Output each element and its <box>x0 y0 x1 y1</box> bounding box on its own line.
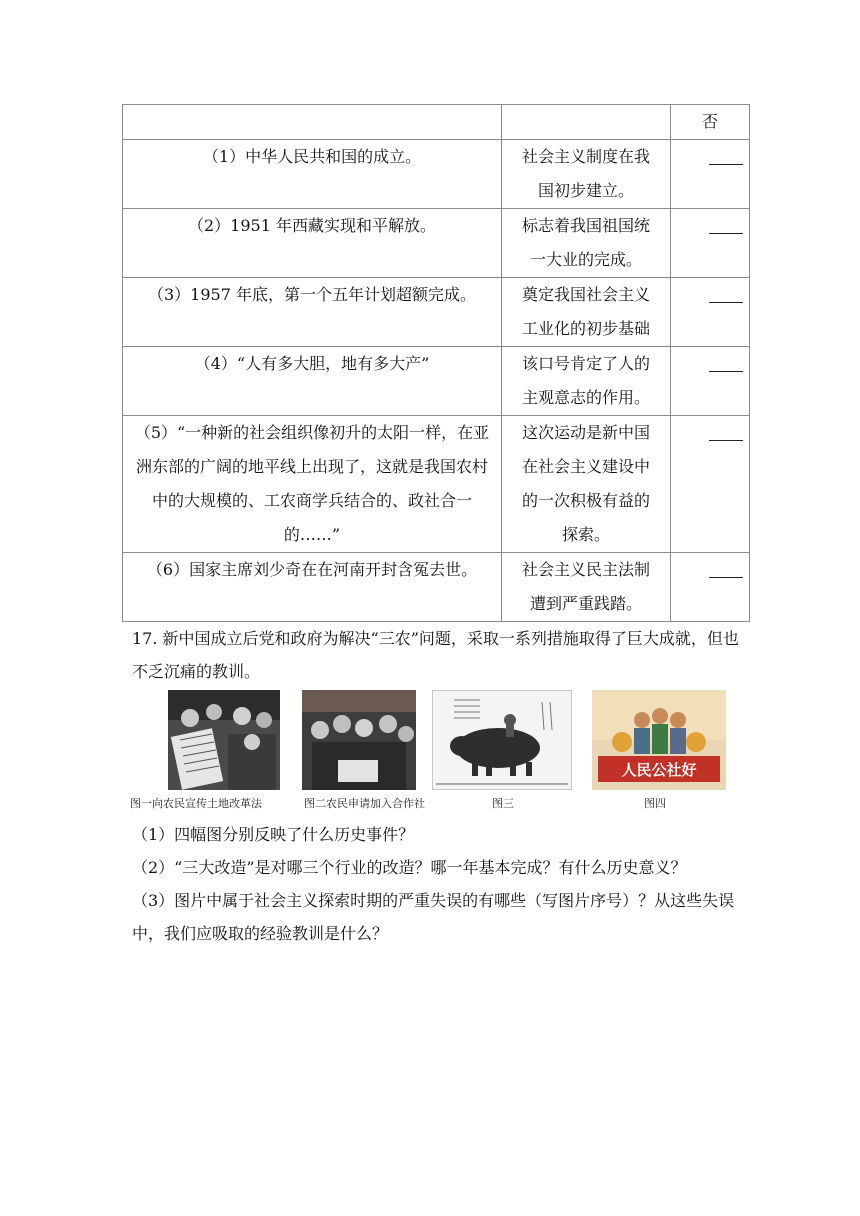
figure-1 <box>168 690 280 794</box>
event-cell: （3）1957 年底，第一个五年计划超额完成。 <box>123 278 502 347</box>
great-leap-pig-cartoon-icon <box>432 690 572 790</box>
conclusion-line: 该口号肯定了人的 <box>521 354 650 373</box>
conclusion-line: 奠定我国社会主义 <box>521 285 650 304</box>
sub-question-1: （1）四幅图分别反映了什么历史事件？ <box>132 825 415 844</box>
header-cell-judgement: 否 <box>671 105 750 140</box>
question-17-stem: 17. 新中国成立后党和政府为解决“三农”问题，采取一系列措施取得了巨大成就，但也不乏沉痛的教训。 <box>132 629 739 681</box>
answer-blank[interactable] <box>709 428 743 441</box>
answer-blank[interactable] <box>709 290 743 303</box>
table-row <box>123 347 750 416</box>
conclusion-cell <box>502 416 671 553</box>
figure-2-caption: 图二农民申请加入合作社 <box>304 797 425 810</box>
event-cell: （2）1951 年西藏实现和平解放。 <box>123 209 502 278</box>
figure-4-caption: 图四 <box>644 797 666 810</box>
sub-question-3: （3）图片中属于社会主义探索时期的严重失误的有哪些（写图片序号）？从这些失误中，我们应吸取的经验教训是什么？ <box>132 891 735 943</box>
header-cell-conclusion <box>502 105 671 140</box>
answer-cell <box>671 553 750 622</box>
conclusion-line: 的一次积极有益的 <box>521 491 650 510</box>
figure-4 <box>592 690 726 794</box>
judgement-table <box>122 104 750 622</box>
event-cell: （5）“一种新的社会组织像初升的太阳一样，在亚洲东部的广阔的地平线上出现了，这就是我国农村中的大规模的、工农商学兵结合的、政社合一的……” <box>123 416 502 553</box>
land-reform-photo-icon <box>168 690 280 790</box>
answer-cell <box>671 140 750 209</box>
conclusion-cell <box>502 278 671 347</box>
event-cell: （6）国家主席刘少奇在在河南开封含冤去世。 <box>123 553 502 622</box>
table-row <box>123 209 750 278</box>
table-row <box>123 553 750 622</box>
conclusion-cell <box>502 347 671 416</box>
answer-blank[interactable] <box>709 565 743 578</box>
conclusion-line: 社会主义制度在我 <box>521 147 650 166</box>
table-row <box>123 278 750 347</box>
figure-1-caption: 图一向农民宣传土地改革法 <box>130 797 262 810</box>
answer-blank[interactable] <box>709 152 743 165</box>
conclusion-line: 国初步建立。 <box>537 181 634 200</box>
conclusion-line: 工业化的初步基础 <box>521 319 650 338</box>
conclusion-line: 主观意志的作用。 <box>521 388 650 407</box>
table-row <box>123 416 750 553</box>
table-header-row <box>123 105 750 140</box>
figure-3 <box>432 690 572 794</box>
answer-cell <box>671 416 750 553</box>
header-cell-event <box>123 105 502 140</box>
answer-blank[interactable] <box>709 359 743 372</box>
conclusion-cell <box>502 140 671 209</box>
poster-title: 人民公社好 <box>621 761 697 779</box>
conclusion-cell <box>502 209 671 278</box>
answer-cell <box>671 278 750 347</box>
sub-question-2: （2）“三大改造”是对哪三个行业的改造？哪一年基本完成？有什么历史意义？ <box>132 858 687 877</box>
figure-strip <box>130 690 730 816</box>
cooperative-photo-icon <box>302 690 416 790</box>
event-cell: （1）中华人民共和国的成立。 <box>123 140 502 209</box>
conclusion-line: 这次运动是新中国 <box>521 423 650 442</box>
figure-2 <box>302 690 416 794</box>
conclusion-cell <box>502 553 671 622</box>
table-row <box>123 140 750 209</box>
figure-3-caption: 图三 <box>492 797 514 810</box>
answer-cell <box>671 209 750 278</box>
conclusion-line: 探索。 <box>561 525 610 544</box>
conclusion-line: 标志着我国祖国统 <box>521 216 650 235</box>
answer-cell <box>671 347 750 416</box>
event-cell: （4）“人有多大胆，地有多大产” <box>123 347 502 416</box>
peoples-commune-poster-icon <box>592 690 726 790</box>
answer-blank[interactable] <box>709 221 743 234</box>
conclusion-line: 遭到严重践踏。 <box>529 594 642 613</box>
conclusion-line: 一大业的完成。 <box>529 250 642 269</box>
conclusion-line: 在社会主义建设中 <box>521 457 650 476</box>
conclusion-line: 社会主义民主法制 <box>521 560 650 579</box>
